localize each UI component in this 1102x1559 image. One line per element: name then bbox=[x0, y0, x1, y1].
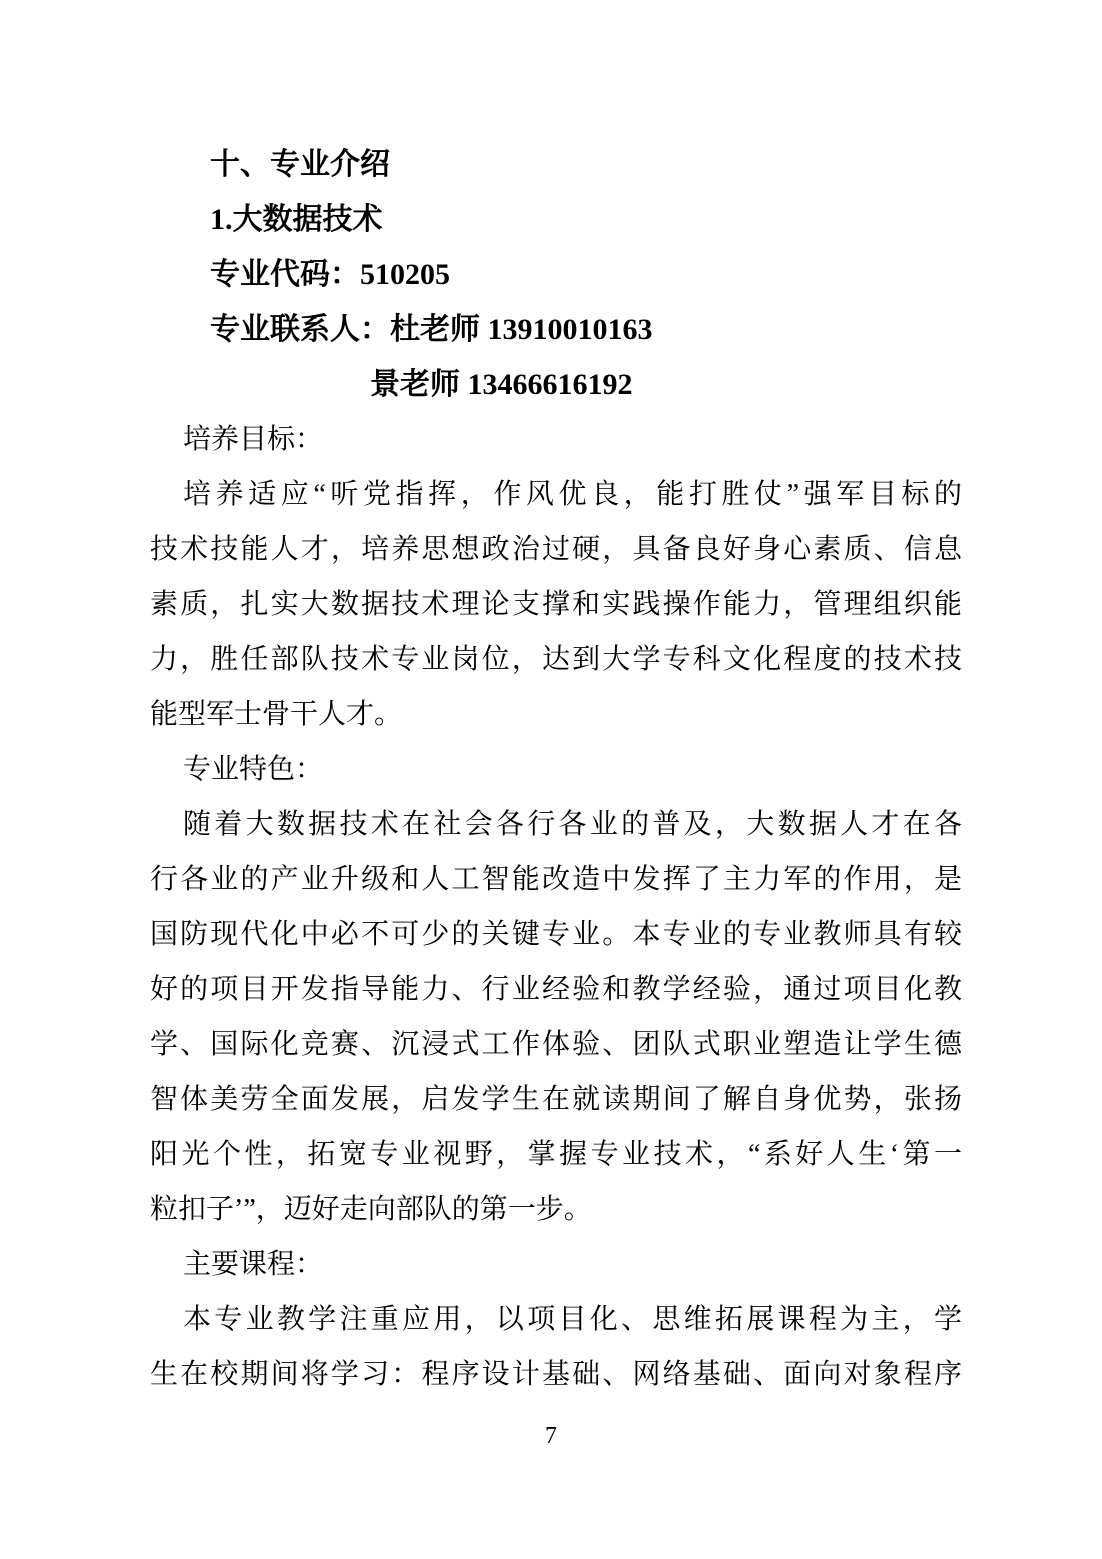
courses-line: 本专业教学注重应用，以项目化、思维拓展课程为主，学 bbox=[183, 1304, 962, 1335]
goal-line: 能型军士骨干人才。 bbox=[150, 699, 403, 730]
major-title: 1.大数据技术 bbox=[210, 203, 383, 236]
feature-line: 好的项目开发指导能力、行业经验和教学经验，通过项目化教 bbox=[150, 974, 962, 1005]
page-number: 7 bbox=[545, 1423, 557, 1449]
goal-line: 素质，扎实大数据技术理论支撑和实践操作能力，管理组织能 bbox=[150, 589, 962, 620]
goal-label: 培养目标： bbox=[183, 424, 324, 455]
goal-line: 技术技能人才，培养思想政治过硬，具备良好身心素质、信息 bbox=[150, 534, 962, 565]
document-body bbox=[150, 137, 962, 1402]
courses-line: 生在校期间将学习：程序设计基础、网络基础、面向对象程序 bbox=[150, 1359, 962, 1390]
feature-line: 粒扣子’”，迈好走向部队的第一步。 bbox=[150, 1194, 592, 1225]
feature-line: 国防现代化中必不可少的关键专业。本专业的专业教师具有较 bbox=[150, 919, 962, 950]
contact-line-1: 专业联系人：杜老师 13910010163 bbox=[210, 313, 653, 346]
contact-line-2: 景老师 13466616192 bbox=[370, 368, 633, 401]
feature-line: 学、国际化竞赛、沉浸式工作体验、团队式职业塑造让学生德 bbox=[150, 1029, 962, 1060]
goal-line: 培养适应“听党指挥，作风优良，能打胜仗”强军目标的 bbox=[183, 479, 962, 510]
goal-line: 力，胜任部队技术专业岗位，达到大学专科文化程度的技术技 bbox=[150, 644, 962, 675]
section-heading: 十、专业介绍 bbox=[210, 148, 390, 181]
courses-label: 主要课程： bbox=[183, 1249, 324, 1280]
feature-label: 专业特色： bbox=[183, 754, 324, 785]
feature-line: 随着大数据技术在社会各行各业的普及，大数据人才在各 bbox=[183, 809, 962, 840]
feature-line: 智体美劳全面发展，启发学生在就读期间了解自身优势，张扬 bbox=[150, 1084, 962, 1115]
feature-line: 行各业的产业升级和人工智能改造中发挥了主力军的作用，是 bbox=[150, 864, 962, 895]
major-code-line: 专业代码：510205 bbox=[210, 258, 450, 291]
feature-line: 阳光个性，拓宽专业视野，掌握专业技术，“系好人生‘第一 bbox=[150, 1139, 962, 1170]
